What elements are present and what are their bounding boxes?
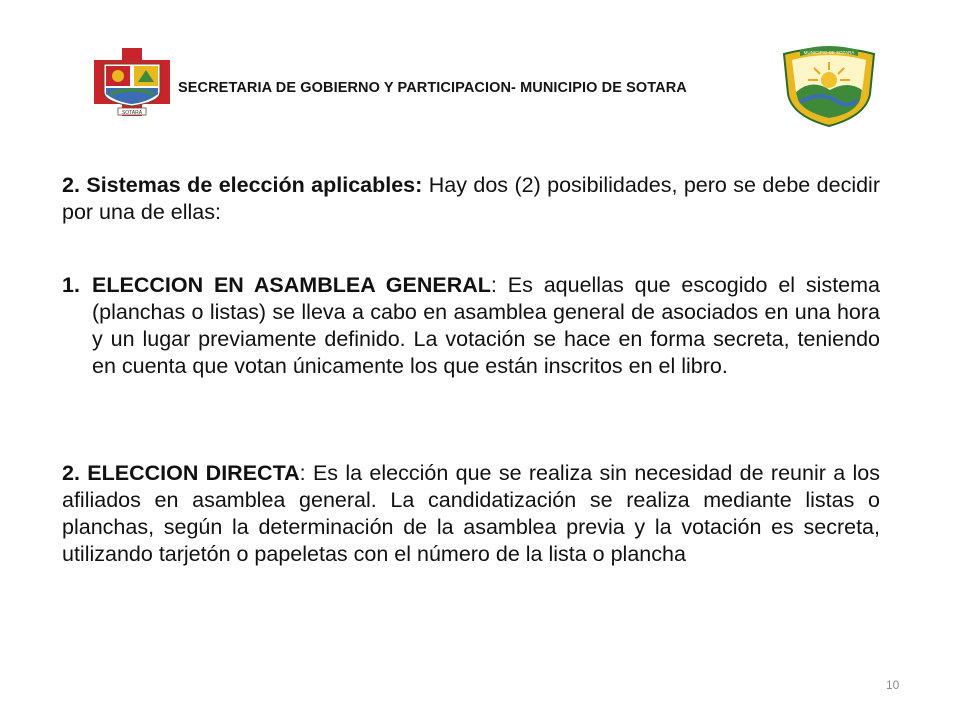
municipal-coat-of-arms-icon: [88, 46, 176, 122]
section-paragraph: [62, 172, 880, 226]
municipio-de-sotara-shield-icon: [778, 44, 880, 128]
section-intro: Hay dos (2) posibilidades, pero se debe decidir por una de ellas:: [62, 173, 880, 224]
list-item: [62, 460, 880, 568]
header-title: SECRETARIA DE GOBIERNO Y PARTICIPACION- MUNICIPIO DE SOTARA: [178, 80, 687, 96]
list-item-paragraph: [92, 272, 880, 380]
list-item-number: 1.: [62, 273, 80, 297]
svg-text:MUNICIPIO DE SOTARA: MUNICIPIO DE SOTARA: [803, 50, 855, 55]
page-number: 10: [886, 678, 900, 692]
svg-text:SOTARA: SOTARA: [121, 110, 143, 116]
list-item-text: : Es la elección que se realiza sin necesidad de reunir a los afiliados en asamblea general. La candidatización se realiza mediante listas o planchas, según la determinación de la asamblea previa y la votación es secreta, utilizando tarjetón o papeletas con el número de la lista o plancha: [62, 461, 880, 566]
list-item-number: 2.: [62, 461, 80, 485]
list-item: [62, 272, 880, 380]
list-item-title: ELECCION EN ASAMBLEA GENERAL: [92, 273, 491, 297]
list-item-title: ELECCION DIRECTA: [87, 461, 300, 485]
list-item-text: : Es aquellas que escogido el sistema (planchas o listas) se lleva a cabo en asamblea general de asociados en una hora y un lugar previamente definido. La votación se hace en forma secreta, teniendo en cuenta que votan únicamente los que están inscritos en el libro.: [92, 273, 880, 378]
section-heading: 2. Sistemas de elección aplicables:: [62, 173, 423, 197]
